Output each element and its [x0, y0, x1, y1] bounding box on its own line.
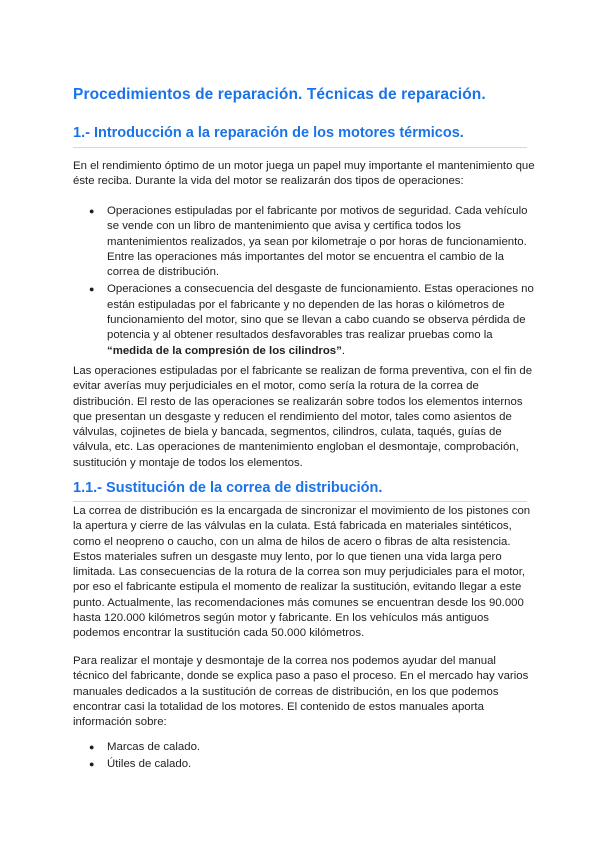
section-1-1-paragraph-2: Para realizar el montaje y desmontaje de la correa nos podemos ayudar del manual técnico del fabricante, donde se explica paso a paso el proceso. En el mercado hay varios manuales dedicados a la sustitución de correas de distribución, en los que podemos encontrar casi la totalidad de los motores. El contenido de estos manuales aporta información sobre: [73, 655, 529, 729]
section-1-bullet-list [73, 204, 535, 361]
section-1-1-heading: 1.1.- Sustitución de la correa de distribución. [73, 480, 383, 496]
list-item-text: Operaciones a consecuencia del desgaste de funcionamiento. Estas operaciones no están estipuladas por el fabricante y no dependen de las horas o kilómetros de funcionamiento del motor, sino que se llevan a cabo cuando se observa pérdida de potencia y al obtener resultados desfavorables tras realizar pruebas como la [107, 283, 534, 342]
list-item [73, 204, 535, 280]
list-item [73, 282, 535, 358]
section-1-paragraph-2: Las operaciones estipuladas por el fabricante se realizan de forma preventiva, con el fin de evitar averías muy perjudiciales en el motor, como sería la rotura de la correa de distribución. El resto de las operaciones se realizarán sobre todos los elementos internos que presentan un desgaste y reducen el rendimiento del motor, tales como asientos de válvulas, cojinetes de biela y bancada, segmentos, cilindros, culata, taqués, guías de válvula, etc. Las operaciones de mantenimiento engloban el desmontaje, comprobación, sustitución y montaje de todos los elementos. [73, 365, 533, 469]
section-1-1-divider [73, 501, 527, 502]
list-item-end: . [341, 344, 346, 357]
emphasis-text: “medida de la compresión de los cilindros” [107, 344, 342, 357]
list-item-text: Marcas de calado. [107, 741, 201, 753]
section-1-intro: En el rendimiento óptimo de un motor juega un papel muy importante el mantenimiento que éste reciba. Durante la vida del motor se realizarán dos tipos de operaciones: [73, 160, 535, 188]
document-title: Procedimientos de reparación. Técnicas de reparación. [73, 86, 486, 103]
section-1-divider [73, 147, 527, 148]
list-item [73, 757, 535, 772]
bullet-icon: ● [89, 284, 95, 295]
section-1-1-paragraph-1: La correa de distribución es la encargada de sincronizar el movimiento de los pistones con la apertura y cierre de las válvulas en la culata. Está fabricada en materiales sintéticos, como el neopreno o caucho, con un alma de hilos de acero o fibras de alta resistencia. Estos materiales sufren un desgaste muy lento, por lo que tienen una vida larga pero limitada. Las consecuencias de la rotura de la correa son muy perjudiciales para el motor, por eso el fabricante estipula el momento de realizar la sustitución, evitando llegar a este punto. Actualmente, las recomendaciones más comunes se encuentran desde los 90.000 hasta 120.000 kilómetros según motor y fabricante. En los vehículos más antiguos podemos encontrar la sustitución cada 50.000 kilómetros. [73, 505, 531, 640]
list-item-text: Operaciones estipuladas por el fabricante por motivos de seguridad. Cada vehículo se vende con un libro de mantenimiento que avisa y certifica todos los mantenimientos realizados, ya sean por kilometraje o por horas de funcionamiento. Entre las operaciones más importantes del motor se encuentra el cambio de la correa de distribución. [107, 205, 528, 279]
section-1-heading: 1.- Introducción a la reparación de los motores térmicos. [73, 125, 464, 141]
bullet-icon: ● [89, 206, 95, 216]
list-item [73, 740, 535, 755]
section-1-1-bullet-list [73, 740, 535, 775]
bullet-icon: ● [89, 759, 95, 770]
list-item-text: Útiles de calado. [107, 758, 192, 771]
bullet-icon: ● [89, 742, 95, 752]
